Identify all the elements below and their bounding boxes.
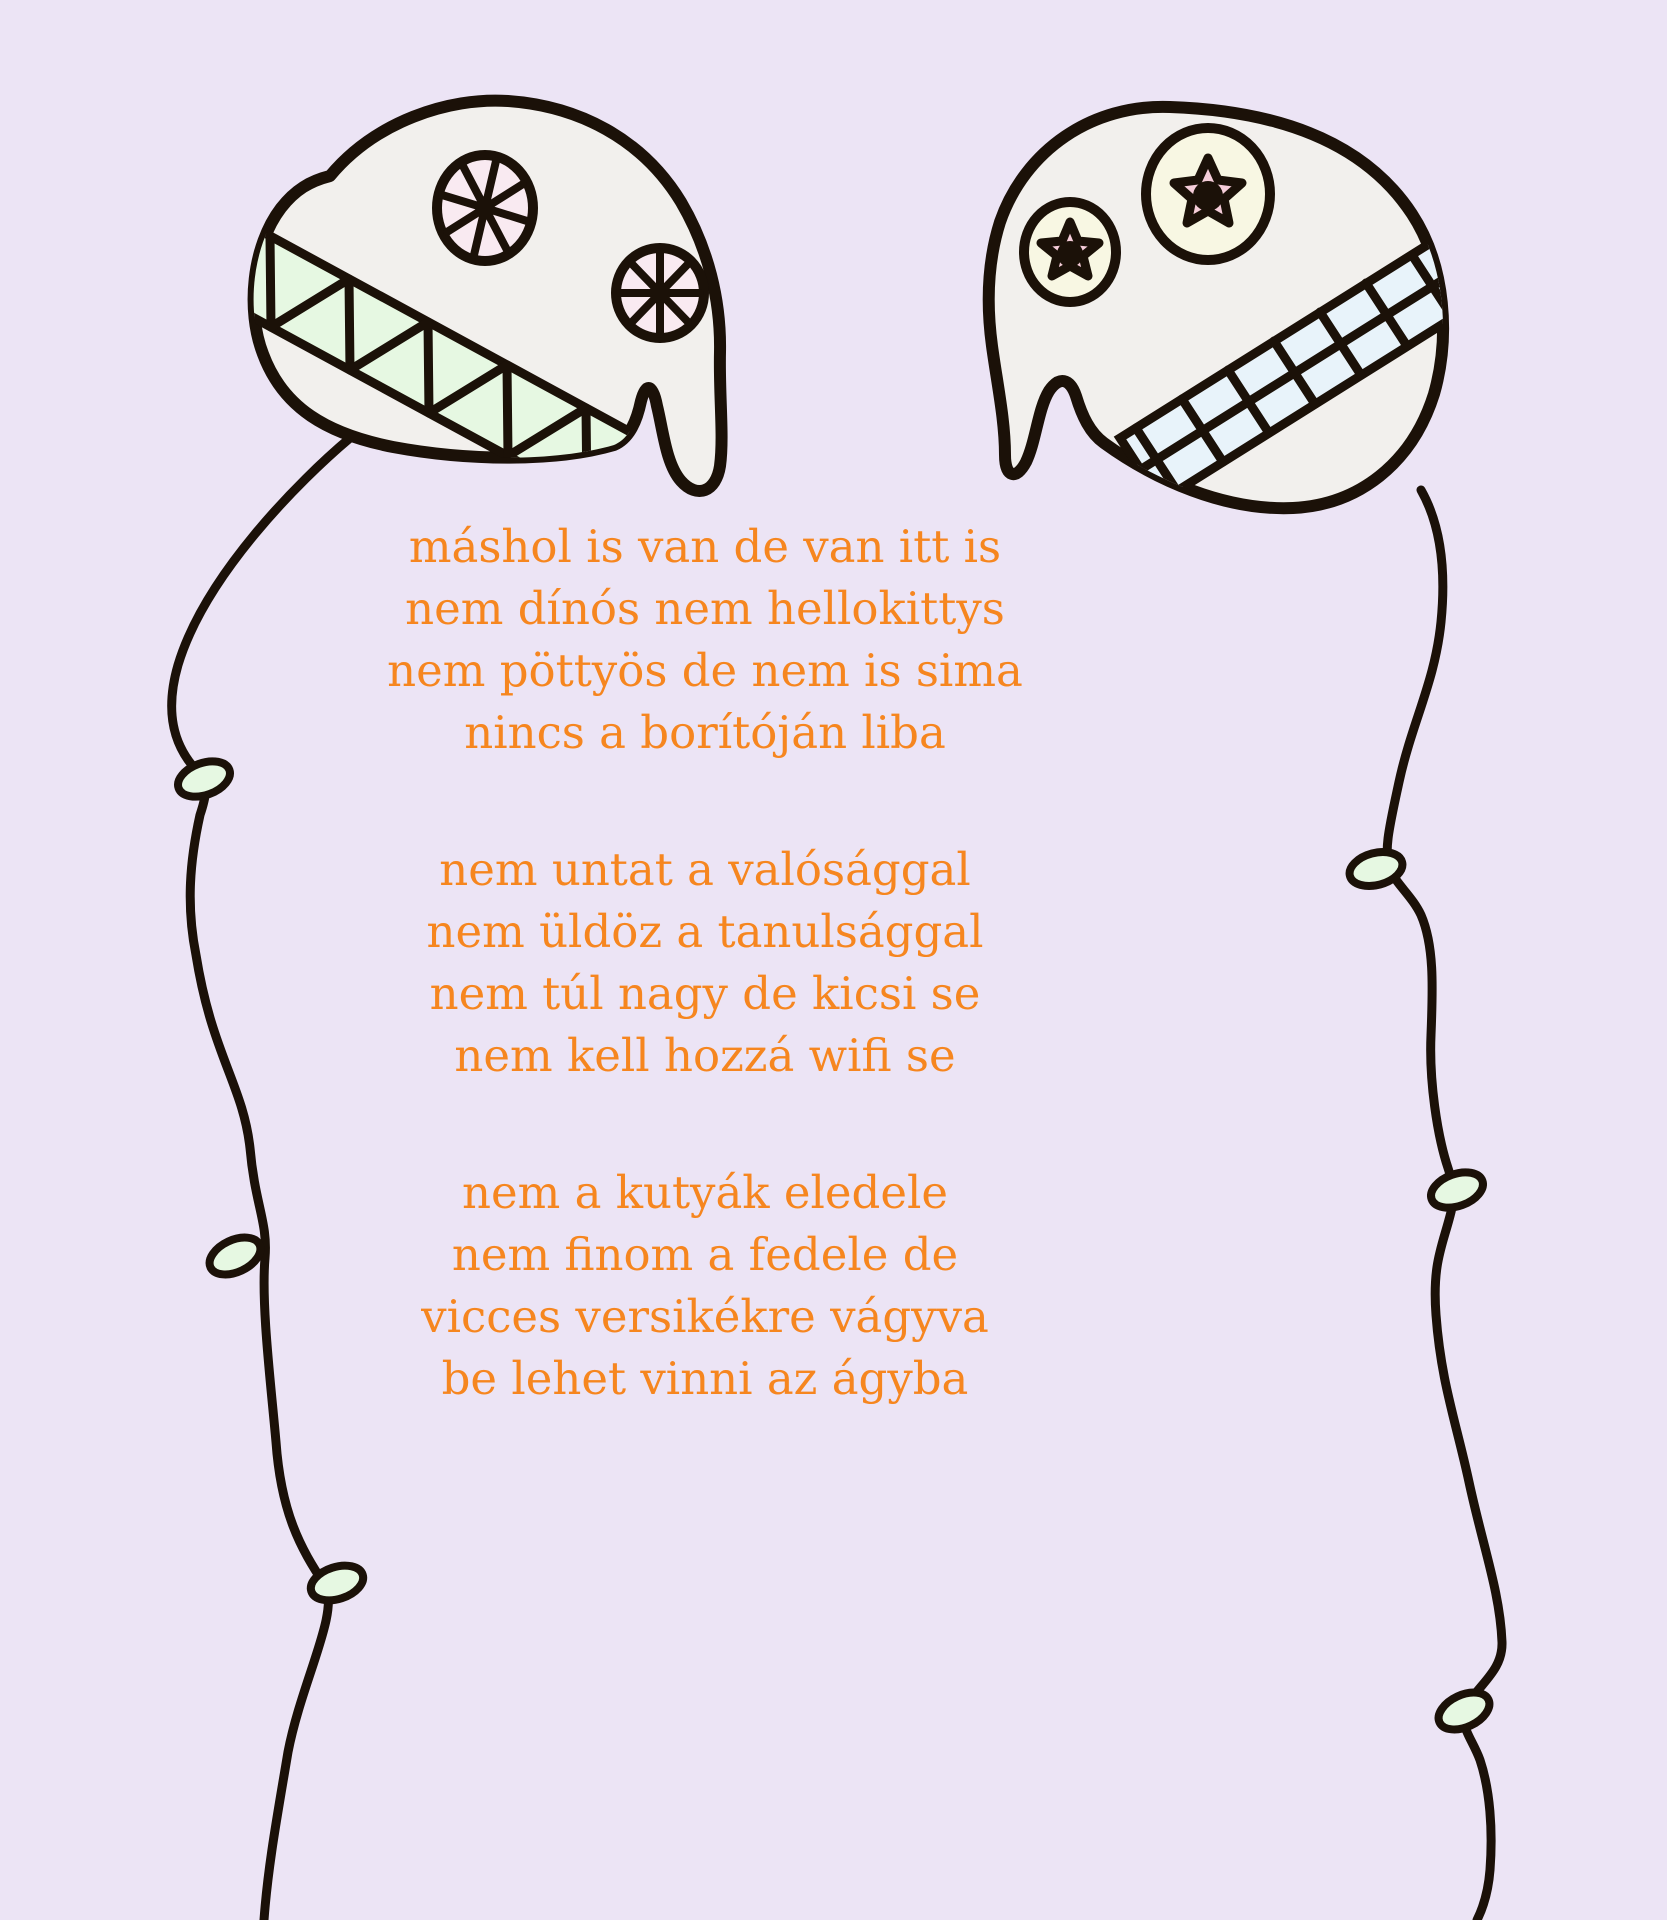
poem-line: nem finom a fedele de [451, 1228, 959, 1281]
poem-line: nem untat a valósággal [439, 843, 971, 896]
poem-line: nem túl nagy de kicsi se [429, 967, 981, 1020]
poem [0, 516, 1410, 1485]
poem-line: máshol is van de van itt is [408, 520, 1002, 573]
left-eye-pinwheel-large [437, 155, 533, 261]
left-eye-pinwheel-small [616, 248, 704, 338]
string-loop [1433, 1685, 1495, 1737]
poem-line: nem üldöz a tanulsággal [426, 905, 984, 958]
poem-line: nem a kutyák eledele [462, 1166, 948, 1219]
poem-stanza-1 [0, 516, 1410, 764]
string-loop [1426, 1166, 1488, 1215]
right-balloon-head [989, 107, 1489, 508]
flower-pupil [1193, 181, 1223, 211]
right-eye-flower-small [1024, 202, 1116, 302]
left-balloon-head [212, 101, 722, 510]
poem-line: nincs a borítóján liba [464, 706, 946, 759]
poem-line: vicces versikékre vágyva [421, 1290, 989, 1343]
right-eye-flower-large [1146, 128, 1270, 260]
poem-line: nem dínós nem hellokittys [405, 582, 1005, 635]
pinwheel-spokes [620, 252, 700, 334]
poem-stanza-2 [0, 839, 1410, 1087]
flower-pupil [1057, 241, 1083, 267]
poem-line: be lehet vinni az ágyba [441, 1352, 969, 1405]
poem-line: nem kell hozzá wifi se [454, 1029, 956, 1082]
poem-stanza-3 [0, 1162, 1410, 1410]
poem-line: nem pöttyös de nem is sima [387, 644, 1023, 697]
